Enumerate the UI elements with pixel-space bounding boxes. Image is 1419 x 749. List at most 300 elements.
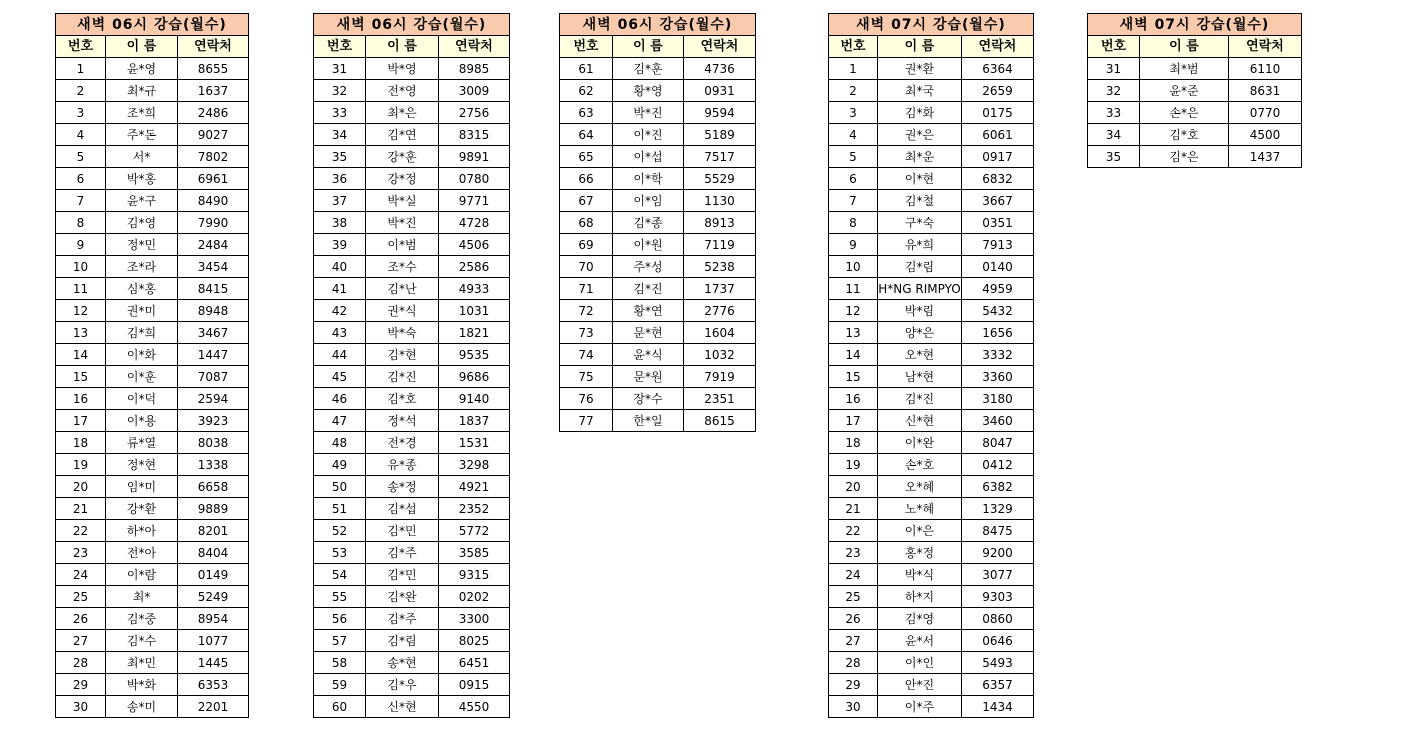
row-number: 26 (56, 608, 106, 630)
header-contact: 연락처 (1229, 36, 1302, 58)
row-number: 29 (56, 674, 106, 696)
contact-number: 4933 (439, 278, 510, 300)
header-name: 이 름 (366, 36, 439, 58)
table-row (829, 256, 1034, 278)
table-row (56, 388, 249, 410)
header-contact: 연락처 (439, 36, 510, 58)
contact-number: 9686 (439, 366, 510, 388)
row-number: 16 (56, 388, 106, 410)
member-name: 하*지 (878, 586, 962, 608)
member-name: 유*종 (366, 454, 439, 476)
contact-number: 8047 (962, 432, 1034, 454)
member-name: 김*희 (106, 322, 178, 344)
contact-number: 0351 (962, 212, 1034, 234)
member-name: 양*은 (878, 322, 962, 344)
table-title: 새벽 07시 강습(월수) (829, 14, 1034, 36)
contact-number: 1338 (178, 454, 249, 476)
header-name: 이 름 (613, 36, 684, 58)
table-row (560, 212, 756, 234)
member-name: 오*혜 (878, 476, 962, 498)
member-name: 홍*정 (878, 542, 962, 564)
table-row (829, 344, 1034, 366)
member-name: H*NG RIMPYO (878, 278, 962, 300)
table-row (56, 410, 249, 432)
member-name: 이*현 (878, 168, 962, 190)
row-number: 31 (314, 58, 366, 80)
member-name: 권*미 (106, 300, 178, 322)
contact-number: 4550 (439, 696, 510, 718)
contact-number: 7802 (178, 146, 249, 168)
table-row (829, 476, 1034, 498)
table-row (314, 432, 510, 454)
table-row (314, 278, 510, 300)
row-number: 18 (56, 432, 106, 454)
row-number: 48 (314, 432, 366, 454)
table-row (314, 476, 510, 498)
table-row (314, 498, 510, 520)
contact-number: 3300 (439, 608, 510, 630)
contact-number: 1077 (178, 630, 249, 652)
table-row (314, 102, 510, 124)
member-name: 문*원 (613, 366, 684, 388)
row-number: 38 (314, 212, 366, 234)
member-name: 박*진 (613, 102, 684, 124)
header-contact: 연락처 (962, 36, 1034, 58)
contact-number: 3332 (962, 344, 1034, 366)
contact-number: 5189 (684, 124, 756, 146)
row-number: 25 (56, 586, 106, 608)
contact-number: 1637 (178, 80, 249, 102)
table-row (314, 674, 510, 696)
contact-number: 0915 (439, 674, 510, 696)
member-name: 송*미 (106, 696, 178, 718)
table-row (314, 190, 510, 212)
member-name: 최* (106, 586, 178, 608)
contact-number: 1447 (178, 344, 249, 366)
row-number: 16 (829, 388, 878, 410)
row-number: 58 (314, 652, 366, 674)
class-table-2 (313, 13, 510, 718)
table-row (829, 80, 1034, 102)
member-name: 신*현 (366, 696, 439, 718)
table-row (829, 124, 1034, 146)
member-name: 정*현 (106, 454, 178, 476)
member-name: 최*규 (106, 80, 178, 102)
table-row (829, 300, 1034, 322)
contact-number: 0149 (178, 564, 249, 586)
member-name: 김*주 (366, 542, 439, 564)
row-number: 15 (829, 366, 878, 388)
contact-number: 8475 (962, 520, 1034, 542)
member-name: 이*람 (106, 564, 178, 586)
row-number: 11 (829, 278, 878, 300)
contact-number: 3467 (178, 322, 249, 344)
table-row (56, 212, 249, 234)
row-number: 56 (314, 608, 366, 630)
table-row (314, 344, 510, 366)
row-number: 8 (829, 212, 878, 234)
contact-number: 1032 (684, 344, 756, 366)
row-number: 35 (314, 146, 366, 168)
row-number: 70 (560, 256, 613, 278)
row-number: 50 (314, 476, 366, 498)
table-row (829, 190, 1034, 212)
contact-number: 6353 (178, 674, 249, 696)
row-number: 28 (56, 652, 106, 674)
contact-number: 3923 (178, 410, 249, 432)
member-name: 김*민 (366, 564, 439, 586)
table-row (829, 586, 1034, 608)
contact-number: 1445 (178, 652, 249, 674)
row-number: 53 (314, 542, 366, 564)
row-number: 68 (560, 212, 613, 234)
table-row (314, 520, 510, 542)
row-number: 29 (829, 674, 878, 696)
row-number: 26 (829, 608, 878, 630)
table-row (314, 256, 510, 278)
contact-number: 2776 (684, 300, 756, 322)
class-table-4 (828, 13, 1034, 718)
member-name: 김*섭 (366, 498, 439, 520)
table-row (56, 696, 249, 718)
table-row (560, 388, 756, 410)
contact-number: 1821 (439, 322, 510, 344)
table-row (56, 476, 249, 498)
row-number: 60 (314, 696, 366, 718)
contact-number: 3454 (178, 256, 249, 278)
member-name: 최*민 (106, 652, 178, 674)
table-title: 새벽 06시 강습(월수) (560, 14, 756, 36)
row-number: 25 (829, 586, 878, 608)
member-name: 전*경 (366, 432, 439, 454)
contact-number: 9889 (178, 498, 249, 520)
member-name: 황*영 (613, 80, 684, 102)
row-number: 9 (829, 234, 878, 256)
table-row (56, 300, 249, 322)
contact-number: 9140 (439, 388, 510, 410)
contact-number: 2486 (178, 102, 249, 124)
table-row (829, 674, 1034, 696)
member-name: 김*림 (878, 256, 962, 278)
member-name: 이*학 (613, 168, 684, 190)
row-number: 77 (560, 410, 613, 432)
contact-number: 1434 (962, 696, 1034, 718)
row-number: 6 (56, 168, 106, 190)
table-row (314, 564, 510, 586)
contact-number: 2201 (178, 696, 249, 718)
row-number: 49 (314, 454, 366, 476)
row-number: 71 (560, 278, 613, 300)
row-number: 19 (829, 454, 878, 476)
contact-number: 7119 (684, 234, 756, 256)
contact-number: 8985 (439, 58, 510, 80)
member-name: 황*연 (613, 300, 684, 322)
row-number: 61 (560, 58, 613, 80)
table-row (56, 190, 249, 212)
row-number: 1 (56, 58, 106, 80)
contact-number: 5529 (684, 168, 756, 190)
table-row (56, 168, 249, 190)
row-number: 67 (560, 190, 613, 212)
contact-number: 3077 (962, 564, 1034, 586)
member-name: 김*림 (366, 630, 439, 652)
table-row (829, 432, 1034, 454)
contact-number: 1656 (962, 322, 1034, 344)
member-name: 김*진 (878, 388, 962, 410)
contact-number: 6451 (439, 652, 510, 674)
row-number: 7 (829, 190, 878, 212)
table-row (560, 58, 756, 80)
class-table-1 (55, 13, 249, 718)
contact-number: 8615 (684, 410, 756, 432)
contact-number: 3360 (962, 366, 1034, 388)
table-row (829, 652, 1034, 674)
member-name: 윤*구 (106, 190, 178, 212)
row-number: 33 (1088, 102, 1140, 124)
contact-number: 8954 (178, 608, 249, 630)
member-name: 김*우 (366, 674, 439, 696)
member-name: 주*돈 (106, 124, 178, 146)
row-number: 24 (56, 564, 106, 586)
table-row (314, 80, 510, 102)
member-name: 이*덕 (106, 388, 178, 410)
row-number: 31 (1088, 58, 1140, 80)
row-number: 3 (56, 102, 106, 124)
table-row (56, 586, 249, 608)
contact-number: 9303 (962, 586, 1034, 608)
table-row (56, 498, 249, 520)
header-name: 이 름 (106, 36, 178, 58)
member-name: 이*섭 (613, 146, 684, 168)
member-name: 박*영 (366, 58, 439, 80)
table-row (56, 674, 249, 696)
contact-number: 8913 (684, 212, 756, 234)
row-number: 2 (829, 80, 878, 102)
table-row (829, 58, 1034, 80)
row-number: 1 (829, 58, 878, 80)
table-row (560, 366, 756, 388)
contact-number: 2352 (439, 498, 510, 520)
member-name: 이*화 (106, 344, 178, 366)
table-row (829, 234, 1034, 256)
member-name: 최*운 (878, 146, 962, 168)
row-number: 41 (314, 278, 366, 300)
row-number: 27 (56, 630, 106, 652)
member-name: 김*수 (106, 630, 178, 652)
member-name: 최*국 (878, 80, 962, 102)
row-number: 12 (829, 300, 878, 322)
row-number: 15 (56, 366, 106, 388)
member-name: 이*진 (613, 124, 684, 146)
member-name: 장*수 (613, 388, 684, 410)
contact-number: 9200 (962, 542, 1034, 564)
table-row (829, 542, 1034, 564)
row-number: 6 (829, 168, 878, 190)
row-number: 13 (56, 322, 106, 344)
table-row (829, 696, 1034, 718)
contact-number: 1031 (439, 300, 510, 322)
contact-number: 1837 (439, 410, 510, 432)
contact-number: 2659 (962, 80, 1034, 102)
contact-number: 2484 (178, 234, 249, 256)
member-name: 하*아 (106, 520, 178, 542)
contact-number: 5493 (962, 652, 1034, 674)
table-row (56, 124, 249, 146)
table-row (829, 322, 1034, 344)
row-number: 42 (314, 300, 366, 322)
row-number: 59 (314, 674, 366, 696)
member-name: 이*임 (613, 190, 684, 212)
member-name: 이*범 (366, 234, 439, 256)
contact-number: 2594 (178, 388, 249, 410)
row-number: 2 (56, 80, 106, 102)
table-title: 새벽 06시 강습(월수) (314, 14, 510, 36)
member-name: 이*인 (878, 652, 962, 674)
member-name: 전*영 (366, 80, 439, 102)
row-number: 21 (829, 498, 878, 520)
member-name: 송*정 (366, 476, 439, 498)
row-number: 63 (560, 102, 613, 124)
class-table-3 (559, 13, 756, 432)
table-row (560, 256, 756, 278)
row-number: 5 (56, 146, 106, 168)
contact-number: 2351 (684, 388, 756, 410)
contact-number: 1329 (962, 498, 1034, 520)
row-number: 54 (314, 564, 366, 586)
member-name: 김*철 (878, 190, 962, 212)
row-number: 39 (314, 234, 366, 256)
contact-number: 6357 (962, 674, 1034, 696)
table-row (1088, 58, 1302, 80)
table-row (56, 322, 249, 344)
row-number: 17 (56, 410, 106, 432)
member-name: 손*호 (878, 454, 962, 476)
table-row (56, 366, 249, 388)
table-row (314, 58, 510, 80)
contact-number: 6061 (962, 124, 1034, 146)
row-number: 17 (829, 410, 878, 432)
contact-number: 4500 (1229, 124, 1302, 146)
row-number: 4 (56, 124, 106, 146)
member-name: 최*범 (1140, 58, 1229, 80)
table-row (829, 366, 1034, 388)
member-name: 이*완 (878, 432, 962, 454)
contact-number: 5249 (178, 586, 249, 608)
table-row (56, 608, 249, 630)
member-name: 이*은 (878, 520, 962, 542)
contact-number: 8038 (178, 432, 249, 454)
row-number: 52 (314, 520, 366, 542)
contact-number: 0646 (962, 630, 1034, 652)
member-name: 김*화 (878, 102, 962, 124)
table-row (560, 146, 756, 168)
table-row (56, 102, 249, 124)
member-name: 손*은 (1140, 102, 1229, 124)
contact-number: 6658 (178, 476, 249, 498)
member-name: 김*훈 (613, 58, 684, 80)
table-row (314, 168, 510, 190)
row-number: 27 (829, 630, 878, 652)
member-name: 김*은 (1140, 146, 1229, 168)
contact-number: 0917 (962, 146, 1034, 168)
table-row (829, 168, 1034, 190)
member-name: 박*화 (106, 674, 178, 696)
row-number: 76 (560, 388, 613, 410)
table-row (560, 168, 756, 190)
member-name: 윤*준 (1140, 80, 1229, 102)
table-row (829, 608, 1034, 630)
table-row (314, 300, 510, 322)
row-number: 22 (56, 520, 106, 542)
member-name: 권*환 (878, 58, 962, 80)
header-name: 이 름 (1140, 36, 1229, 58)
contact-number: 0412 (962, 454, 1034, 476)
table-row (829, 146, 1034, 168)
table-row (56, 146, 249, 168)
row-number: 51 (314, 498, 366, 520)
contact-number: 4921 (439, 476, 510, 498)
member-name: 김*중 (106, 608, 178, 630)
contact-number: 6382 (962, 476, 1034, 498)
row-number: 19 (56, 454, 106, 476)
contact-number: 3667 (962, 190, 1034, 212)
table-row (56, 278, 249, 300)
member-name: 강*환 (106, 498, 178, 520)
row-number: 43 (314, 322, 366, 344)
header-number: 번호 (829, 36, 878, 58)
contact-number: 6832 (962, 168, 1034, 190)
contact-number: 9315 (439, 564, 510, 586)
row-number: 21 (56, 498, 106, 520)
member-name: 김*진 (613, 278, 684, 300)
table-row (56, 344, 249, 366)
member-name: 윤*서 (878, 630, 962, 652)
header-number: 번호 (56, 36, 106, 58)
member-name: 한*일 (613, 410, 684, 432)
table-row (314, 388, 510, 410)
contact-number: 4959 (962, 278, 1034, 300)
table-row (56, 542, 249, 564)
table-row (314, 212, 510, 234)
row-number: 20 (56, 476, 106, 498)
member-name: 이*훈 (106, 366, 178, 388)
member-name: 권*은 (878, 124, 962, 146)
table-row (56, 454, 249, 476)
row-number: 40 (314, 256, 366, 278)
member-name: 박*홍 (106, 168, 178, 190)
table-row (314, 366, 510, 388)
member-name: 유*희 (878, 234, 962, 256)
contact-number: 1531 (439, 432, 510, 454)
table-row (314, 146, 510, 168)
table-row (314, 630, 510, 652)
table-row (560, 124, 756, 146)
row-number: 22 (829, 520, 878, 542)
table-row (56, 630, 249, 652)
table-row (1088, 102, 1302, 124)
row-number: 75 (560, 366, 613, 388)
table-row (829, 388, 1034, 410)
member-name: 김*영 (878, 608, 962, 630)
contact-number: 9891 (439, 146, 510, 168)
table-row (560, 80, 756, 102)
member-name: 심*홍 (106, 278, 178, 300)
member-name: 박*식 (878, 564, 962, 586)
member-name: 조*라 (106, 256, 178, 278)
row-number: 28 (829, 652, 878, 674)
contact-number: 8948 (178, 300, 249, 322)
row-number: 36 (314, 168, 366, 190)
